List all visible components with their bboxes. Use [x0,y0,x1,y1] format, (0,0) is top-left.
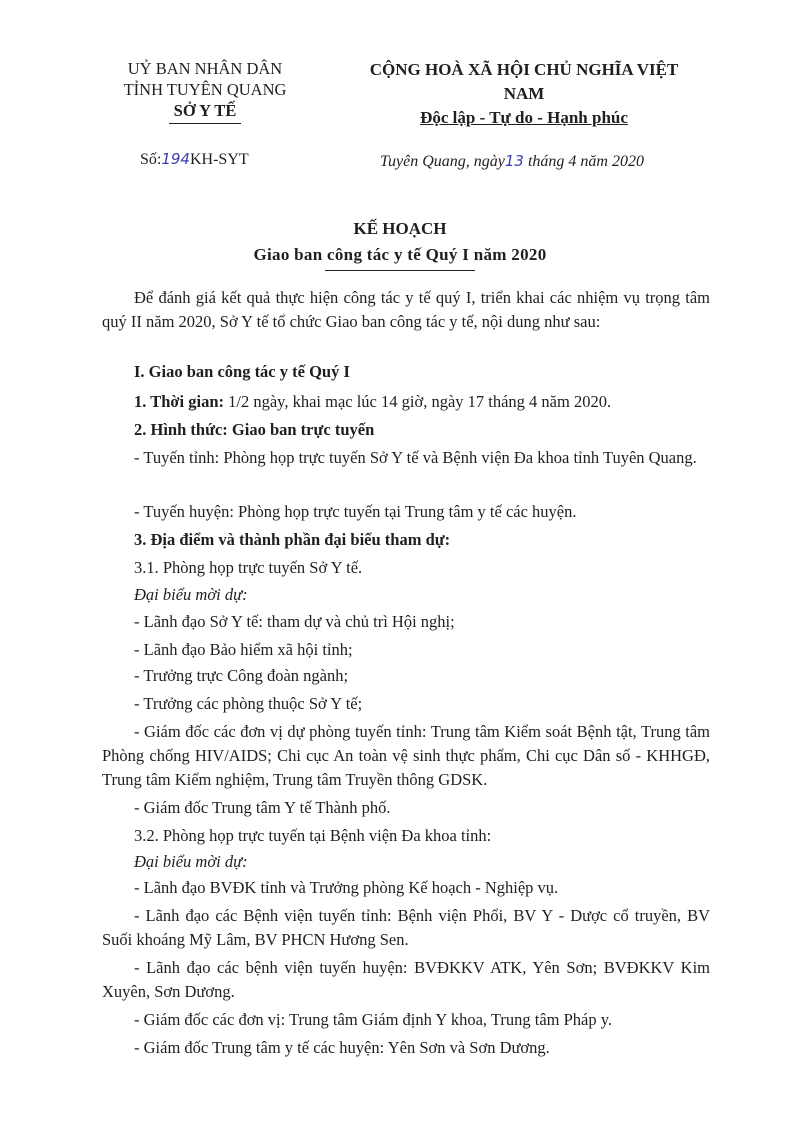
national-header-block [352,58,696,130]
venue-32: 3.2. Phòng họp trực tuyến tại Bệnh viện Đa khoa tỉnh: [134,826,492,845]
agency-line-2: TỈNH TUYÊN QUANG [123,80,287,99]
department-name: SỞ Y TẾ [173,101,237,120]
list-item: - Lãnh đạo BVĐK tỉnh và Trưởng phòng Kế hoạch - Nghiệp vụ. [134,878,559,897]
date-prefix: Tuyên Quang, ngày [380,153,505,170]
doc-number-suffix: KH-SYT [189,151,249,168]
country-name: CỘNG HOÀ XÃ HỘI CHỦ NGHĨA VIỆT NAM [369,60,679,103]
list-item: - Giám đốc Trung tâm y tế các huyện: Yên Sơn và Sơn Dương. [134,1038,550,1057]
issuing-agency-block [100,58,310,124]
list-item: - Lãnh đạo Sở Y tế: tham dự và chủ trì Hội nghị; [134,612,455,631]
list-item: - Trưởng các phòng thuộc Sở Y tế; [134,694,363,713]
section-1-heading: I. Giao ban công tác y tế Quý I [134,362,350,381]
time-text: 1/2 ngày, khai mạc lúc 14 giờ, ngày 17 tháng 4 năm 2020. [224,392,612,411]
date-line [380,152,644,171]
date-day-handwritten: 13 [504,152,524,170]
list-item: - Giám đốc các đơn vị dự phòng tuyến tỉnh: Trung tâm Kiểm soát Bệnh tật, Trung tâm Phòng chống HIV/AIDS; Chi cục An toàn vệ sinh thực phẩm, Chi cục Dân số - KHHGĐ, Trung tâm Kiểm nghiệm, Trung tâm Truyền thông GDSK. [102,722,710,789]
venue-heading: 3. Địa điểm và thành phần đại biểu tham dự: [134,530,451,549]
national-motto: Độc lập - Tự do - Hạnh phúc [420,108,628,127]
list-item: - Trưởng trực Công đoàn ngành; [134,666,349,685]
list-item: - Giám đốc Trung tâm Y tế Thành phố. [134,798,391,817]
invited-label-2: Đại biểu mời dự: [134,852,248,871]
form-province: - Tuyến tỉnh: Phòng họp trực tuyến Sở Y tế và Bệnh viện Đa khoa tỉnh Tuyên Quang. [134,448,697,467]
doc-number-handwritten: 194 [161,150,190,168]
venue-31: 3.1. Phòng họp trực tuyến Sở Y tế. [134,558,363,577]
list-item: - Lãnh đạo các bệnh viện tuyến huyện: BVĐKKV ATK, Yên Sơn; BVĐKKV Kim Xuyên, Sơn Dương. [102,958,710,1001]
agency-line-1: UỶ BAN NHÂN DÂN [127,59,283,78]
time-paragraph [102,390,710,414]
title-underline [325,270,475,271]
list-item: - Lãnh đạo các Bệnh viện tuyến tỉnh: Bệnh viện Phổi, BV Y - Dược cổ truyền, BV Suối khoáng Mỹ Lâm, BV PHCN Hương Sen. [102,906,710,949]
form-heading: 2. Hình thức: Giao ban trực tuyến [134,420,375,439]
time-label: 1. Thời gian: [134,392,224,411]
doc-number-prefix: Số: [140,151,162,168]
department-underline [169,123,241,124]
intro-paragraph: Để đánh giá kết quả thực hiện công tác y tế quý I, triển khai các nhiệm vụ trọng tâm quý II năm 2020, Sở Y tế tổ chức Giao ban công tác y tế, nội dung như sau: [102,288,710,331]
list-item: - Lãnh đạo Bảo hiểm xã hội tỉnh; [134,640,353,659]
title-line-2: Giao ban công tác y tế Quý I năm 2020 [253,245,547,264]
form-district: - Tuyến huyện: Phòng họp trực tuyến tại Trung tâm y tế các huyện. [134,502,577,521]
title-line-1: KẾ HOẠCH [353,219,447,238]
document-title [0,216,800,271]
document-number [140,150,249,169]
date-suffix: tháng 4 năm 2020 [527,153,644,170]
invited-label-1: Đại biểu mời dự: [134,585,248,604]
list-item: - Giám đốc các đơn vị: Trung tâm Giám định Y khoa, Trung tâm Pháp y. [134,1010,613,1029]
